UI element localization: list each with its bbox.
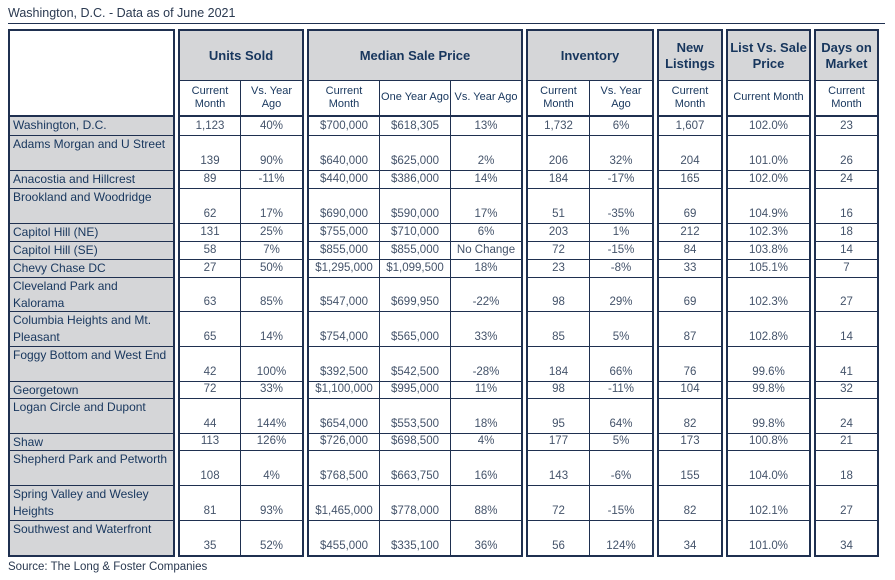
subheader-days-on-market-current-month: Current Month [816, 81, 877, 117]
row-label-cleveland-park-and-kalorama: Cleveland Park and Kalorama [10, 278, 173, 312]
cell-capitol-hill-ne-v1: 25% [241, 224, 302, 242]
cell-capitol-hill-se-v4: No Change [451, 242, 521, 260]
column-group-days-on-market [814, 29, 879, 557]
group-header-new-listings: New Listings [659, 31, 721, 81]
cell-georgetown-v6: -11% [590, 382, 652, 399]
cell-washington-d-c-v4: 13% [451, 117, 521, 136]
cell-washington-d-c-v9: 23 [816, 117, 877, 136]
cell-anacostia-and-hillcrest-v7: 165 [659, 171, 721, 189]
subheader-list-vs-sale-price-current-month: Current Month [728, 81, 809, 117]
group-header-median-sale-price: Median Sale Price [309, 31, 521, 81]
cell-shaw-v9: 21 [816, 434, 877, 451]
cell-logan-circle-and-dupont-v0: 44 [180, 399, 241, 434]
cell-cleveland-park-and-kalorama-v2: $547,000 [309, 278, 380, 312]
cell-georgetown-v8: 99.8% [728, 382, 809, 399]
row-label-chevy-chase-dc: Chevy Chase DC [10, 260, 173, 278]
row-label-washington-d-c: Washington, D.C. [10, 117, 173, 136]
cell-columbia-heights-and-mt-pleasant-v7: 87 [659, 312, 721, 347]
cell-southwest-and-waterfront-v2: $455,000 [309, 521, 380, 555]
cell-chevy-chase-dc-v7: 33 [659, 260, 721, 278]
subheader-units-sold-vs-year-ago: Vs. Year Ago [241, 81, 302, 117]
cell-adams-morgan-and-u-street-v3: $625,000 [380, 136, 451, 171]
cell-adams-morgan-and-u-street-v4: 2% [451, 136, 521, 171]
column-group-units-sold [178, 29, 304, 557]
cell-adams-morgan-and-u-street-v9: 26 [816, 136, 877, 171]
cell-brookland-and-woodridge-v2: $690,000 [309, 189, 380, 224]
cell-capitol-hill-ne-v0: 131 [180, 224, 241, 242]
cell-brookland-and-woodridge-v6: -35% [590, 189, 652, 224]
cell-brookland-and-woodridge-v4: 17% [451, 189, 521, 224]
cell-foggy-bottom-and-west-end-v4: -28% [451, 347, 521, 382]
cell-adams-morgan-and-u-street-v1: 90% [241, 136, 302, 171]
cell-columbia-heights-and-mt-pleasant-v1: 14% [241, 312, 302, 347]
cell-adams-morgan-and-u-street-v8: 101.0% [728, 136, 809, 171]
cell-washington-d-c-v1: 40% [241, 117, 302, 136]
cell-southwest-and-waterfront-v1: 52% [241, 521, 302, 555]
cell-capitol-hill-se-v2: $855,000 [309, 242, 380, 260]
cell-shaw-v5: 177 [528, 434, 590, 451]
cell-georgetown-v1: 33% [241, 382, 302, 399]
cell-logan-circle-and-dupont-v3: $553,500 [380, 399, 451, 434]
column-group-new-listings [657, 29, 723, 557]
cell-shaw-v6: 5% [590, 434, 652, 451]
source-note: Source: The Long & Foster Companies [8, 561, 208, 573]
cell-shepherd-park-and-petworth-v2: $768,500 [309, 451, 380, 486]
cell-georgetown-v9: 32 [816, 382, 877, 399]
cell-southwest-and-waterfront-v8: 101.0% [728, 521, 809, 555]
cell-spring-valley-and-wesley-heights-v2: $1,465,000 [309, 486, 380, 521]
page-title: Washington, D.C. - Data as of June 2021 [8, 6, 236, 20]
cell-capitol-hill-ne-v8: 102.3% [728, 224, 809, 242]
cell-adams-morgan-and-u-street-v6: 32% [590, 136, 652, 171]
cell-spring-valley-and-wesley-heights-v0: 81 [180, 486, 241, 521]
cell-chevy-chase-dc-v3: $1,099,500 [380, 260, 451, 278]
cell-anacostia-and-hillcrest-v6: -17% [590, 171, 652, 189]
cell-shepherd-park-and-petworth-v0: 108 [180, 451, 241, 486]
cell-spring-valley-and-wesley-heights-v4: 88% [451, 486, 521, 521]
cell-chevy-chase-dc-v6: -8% [590, 260, 652, 278]
cell-adams-morgan-and-u-street-v5: 206 [528, 136, 590, 171]
cell-logan-circle-and-dupont-v2: $654,000 [309, 399, 380, 434]
cell-georgetown-v3: $995,000 [380, 382, 451, 399]
cell-washington-d-c-v5: 1,732 [528, 117, 590, 136]
cell-foggy-bottom-and-west-end-v2: $392,500 [309, 347, 380, 382]
cell-logan-circle-and-dupont-v4: 18% [451, 399, 521, 434]
row-label-anacostia-and-hillcrest: Anacostia and Hillcrest [10, 171, 173, 189]
cell-logan-circle-and-dupont-v9: 24 [816, 399, 877, 434]
cell-southwest-and-waterfront-v4: 36% [451, 521, 521, 555]
cell-shepherd-park-and-petworth-v1: 4% [241, 451, 302, 486]
cell-anacostia-and-hillcrest-v4: 14% [451, 171, 521, 189]
cell-cleveland-park-and-kalorama-v3: $699,950 [380, 278, 451, 312]
cell-anacostia-and-hillcrest-v3: $386,000 [380, 171, 451, 189]
cell-shaw-v8: 100.8% [728, 434, 809, 451]
subheader-units-sold-current-month: Current Month [180, 81, 241, 117]
cell-cleveland-park-and-kalorama-v9: 27 [816, 278, 877, 312]
cell-shepherd-park-and-petworth-v6: -6% [590, 451, 652, 486]
row-label-shaw: Shaw [10, 434, 173, 451]
cell-foggy-bottom-and-west-end-v3: $542,500 [380, 347, 451, 382]
cell-shepherd-park-and-petworth-v3: $663,750 [380, 451, 451, 486]
cell-logan-circle-and-dupont-v8: 99.8% [728, 399, 809, 434]
cell-brookland-and-woodridge-v3: $590,000 [380, 189, 451, 224]
cell-foggy-bottom-and-west-end-v7: 76 [659, 347, 721, 382]
cell-washington-d-c-v0: 1,123 [180, 117, 241, 136]
subheader-inventory-vs-year-ago: Vs. Year Ago [590, 81, 652, 117]
cell-foggy-bottom-and-west-end-v8: 99.6% [728, 347, 809, 382]
cell-columbia-heights-and-mt-pleasant-v9: 14 [816, 312, 877, 347]
cell-columbia-heights-and-mt-pleasant-v3: $565,000 [380, 312, 451, 347]
cell-anacostia-and-hillcrest-v9: 24 [816, 171, 877, 189]
cell-capitol-hill-se-v3: $855,000 [380, 242, 451, 260]
cell-foggy-bottom-and-west-end-v1: 100% [241, 347, 302, 382]
cell-capitol-hill-ne-v4: 6% [451, 224, 521, 242]
row-label-spring-valley-and-wesley-heights: Spring Valley and Wesley Heights [10, 486, 173, 521]
group-header-inventory: Inventory [528, 31, 652, 81]
cell-shaw-v2: $726,000 [309, 434, 380, 451]
cell-chevy-chase-dc-v1: 50% [241, 260, 302, 278]
cell-shaw-v7: 173 [659, 434, 721, 451]
cell-chevy-chase-dc-v5: 23 [528, 260, 590, 278]
cell-anacostia-and-hillcrest-v1: -11% [241, 171, 302, 189]
cell-shepherd-park-and-petworth-v4: 16% [451, 451, 521, 486]
row-label-adams-morgan-and-u-street: Adams Morgan and U Street [10, 136, 173, 171]
cell-capitol-hill-se-v6: -15% [590, 242, 652, 260]
cell-columbia-heights-and-mt-pleasant-v6: 5% [590, 312, 652, 347]
cell-spring-valley-and-wesley-heights-v5: 72 [528, 486, 590, 521]
cell-foggy-bottom-and-west-end-v9: 41 [816, 347, 877, 382]
cell-southwest-and-waterfront-v3: $335,100 [380, 521, 451, 555]
group-header-days-on-market: Days on Market [816, 31, 877, 81]
cell-cleveland-park-and-kalorama-v7: 69 [659, 278, 721, 312]
cell-columbia-heights-and-mt-pleasant-v4: 33% [451, 312, 521, 347]
cell-georgetown-v0: 72 [180, 382, 241, 399]
cell-spring-valley-and-wesley-heights-v1: 93% [241, 486, 302, 521]
cell-logan-circle-and-dupont-v5: 95 [528, 399, 590, 434]
cell-logan-circle-and-dupont-v7: 82 [659, 399, 721, 434]
cell-capitol-hill-se-v8: 103.8% [728, 242, 809, 260]
cell-chevy-chase-dc-v8: 105.1% [728, 260, 809, 278]
cell-chevy-chase-dc-v2: $1,295,000 [309, 260, 380, 278]
cell-columbia-heights-and-mt-pleasant-v8: 102.8% [728, 312, 809, 347]
cell-anacostia-and-hillcrest-v2: $440,000 [309, 171, 380, 189]
column-group-inventory [526, 29, 654, 557]
row-label-columbia-heights-and-mt-pleasant: Columbia Heights and Mt. Pleasant [10, 312, 173, 347]
cell-capitol-hill-ne-v9: 18 [816, 224, 877, 242]
cell-brookland-and-woodridge-v1: 17% [241, 189, 302, 224]
cell-capitol-hill-se-v7: 84 [659, 242, 721, 260]
cell-washington-d-c-v6: 6% [590, 117, 652, 136]
cell-foggy-bottom-and-west-end-v5: 184 [528, 347, 590, 382]
row-label-foggy-bottom-and-west-end: Foggy Bottom and West End [10, 347, 173, 382]
cell-washington-d-c-v3: $618,305 [380, 117, 451, 136]
cell-shaw-v3: $698,500 [380, 434, 451, 451]
cell-washington-d-c-v7: 1,607 [659, 117, 721, 136]
subheader-median-sale-price-vs-year-ago: Vs. Year Ago [451, 81, 521, 117]
cell-cleveland-park-and-kalorama-v6: 29% [590, 278, 652, 312]
row-label-capitol-hill-ne: Capitol Hill (NE) [10, 224, 173, 242]
cell-shaw-v1: 126% [241, 434, 302, 451]
cell-chevy-chase-dc-v4: 18% [451, 260, 521, 278]
cell-chevy-chase-dc-v0: 27 [180, 260, 241, 278]
cell-logan-circle-and-dupont-v1: 144% [241, 399, 302, 434]
cell-spring-valley-and-wesley-heights-v6: -15% [590, 486, 652, 521]
cell-georgetown-v7: 104 [659, 382, 721, 399]
row-label-column [8, 29, 175, 557]
cell-shaw-v4: 4% [451, 434, 521, 451]
cell-adams-morgan-and-u-street-v2: $640,000 [309, 136, 380, 171]
cell-shepherd-park-and-petworth-v9: 18 [816, 451, 877, 486]
row-label-shepherd-park-and-petworth: Shepherd Park and Petworth [10, 451, 173, 486]
cell-brookland-and-woodridge-v8: 104.9% [728, 189, 809, 224]
title-underline [8, 23, 885, 24]
cell-georgetown-v5: 98 [528, 382, 590, 399]
cell-capitol-hill-ne-v5: 203 [528, 224, 590, 242]
cell-brookland-and-woodridge-v7: 69 [659, 189, 721, 224]
cell-capitol-hill-ne-v2: $755,000 [309, 224, 380, 242]
row-label-southwest-and-waterfront: Southwest and Waterfront [10, 521, 173, 555]
row-label-brookland-and-woodridge: Brookland and Woodridge [10, 189, 173, 224]
cell-columbia-heights-and-mt-pleasant-v5: 85 [528, 312, 590, 347]
subheader-median-sale-price-current-month: Current Month [309, 81, 380, 117]
cell-capitol-hill-se-v9: 14 [816, 242, 877, 260]
cell-spring-valley-and-wesley-heights-v7: 82 [659, 486, 721, 521]
cell-brookland-and-woodridge-v9: 16 [816, 189, 877, 224]
cell-southwest-and-waterfront-v7: 34 [659, 521, 721, 555]
group-header-list-vs-sale-price: List Vs. Sale Price [728, 31, 809, 81]
cell-washington-d-c-v8: 102.0% [728, 117, 809, 136]
cell-georgetown-v4: 11% [451, 382, 521, 399]
cell-columbia-heights-and-mt-pleasant-v2: $754,000 [309, 312, 380, 347]
cell-shepherd-park-and-petworth-v8: 104.0% [728, 451, 809, 486]
cell-columbia-heights-and-mt-pleasant-v0: 65 [180, 312, 241, 347]
cell-brookland-and-woodridge-v5: 51 [528, 189, 590, 224]
cell-shaw-v0: 113 [180, 434, 241, 451]
cell-shepherd-park-and-petworth-v7: 155 [659, 451, 721, 486]
cell-southwest-and-waterfront-v0: 35 [180, 521, 241, 555]
row-label-georgetown: Georgetown [10, 382, 173, 399]
cell-spring-valley-and-wesley-heights-v9: 27 [816, 486, 877, 521]
cell-southwest-and-waterfront-v5: 56 [528, 521, 590, 555]
cell-capitol-hill-ne-v6: 1% [590, 224, 652, 242]
corner-blank-cell [10, 31, 173, 117]
market-stats-table [8, 29, 887, 557]
cell-georgetown-v2: $1,100,000 [309, 382, 380, 399]
cell-foggy-bottom-and-west-end-v6: 66% [590, 347, 652, 382]
cell-washington-d-c-v2: $700,000 [309, 117, 380, 136]
subheader-inventory-current-month: Current Month [528, 81, 590, 117]
cell-capitol-hill-se-v0: 58 [180, 242, 241, 260]
cell-spring-valley-and-wesley-heights-v3: $778,000 [380, 486, 451, 521]
column-group-list-vs-sale-price [726, 29, 811, 557]
cell-chevy-chase-dc-v9: 7 [816, 260, 877, 278]
cell-cleveland-park-and-kalorama-v4: -22% [451, 278, 521, 312]
cell-anacostia-and-hillcrest-v0: 89 [180, 171, 241, 189]
subheader-new-listings-current-month: Current Month [659, 81, 721, 117]
cell-cleveland-park-and-kalorama-v1: 85% [241, 278, 302, 312]
cell-capitol-hill-se-v1: 7% [241, 242, 302, 260]
cell-cleveland-park-and-kalorama-v0: 63 [180, 278, 241, 312]
cell-brookland-and-woodridge-v0: 62 [180, 189, 241, 224]
cell-foggy-bottom-and-west-end-v0: 42 [180, 347, 241, 382]
subheader-median-sale-price-one-year-ago: One Year Ago [380, 81, 451, 117]
column-group-median-sale-price [307, 29, 523, 557]
row-label-logan-circle-and-dupont: Logan Circle and Dupont [10, 399, 173, 434]
cell-capitol-hill-se-v5: 72 [528, 242, 590, 260]
cell-southwest-and-waterfront-v6: 124% [590, 521, 652, 555]
cell-capitol-hill-ne-v7: 212 [659, 224, 721, 242]
cell-spring-valley-and-wesley-heights-v8: 102.1% [728, 486, 809, 521]
cell-adams-morgan-and-u-street-v7: 204 [659, 136, 721, 171]
cell-adams-morgan-and-u-street-v0: 139 [180, 136, 241, 171]
cell-logan-circle-and-dupont-v6: 64% [590, 399, 652, 434]
cell-cleveland-park-and-kalorama-v8: 102.3% [728, 278, 809, 312]
row-label-capitol-hill-se: Capitol Hill (SE) [10, 242, 173, 260]
cell-shepherd-park-and-petworth-v5: 143 [528, 451, 590, 486]
cell-cleveland-park-and-kalorama-v5: 98 [528, 278, 590, 312]
group-header-units-sold: Units Sold [180, 31, 302, 81]
cell-anacostia-and-hillcrest-v5: 184 [528, 171, 590, 189]
cell-capitol-hill-ne-v3: $710,000 [380, 224, 451, 242]
cell-anacostia-and-hillcrest-v8: 102.0% [728, 171, 809, 189]
market-report-page [8, 6, 887, 573]
cell-southwest-and-waterfront-v9: 34 [816, 521, 877, 555]
